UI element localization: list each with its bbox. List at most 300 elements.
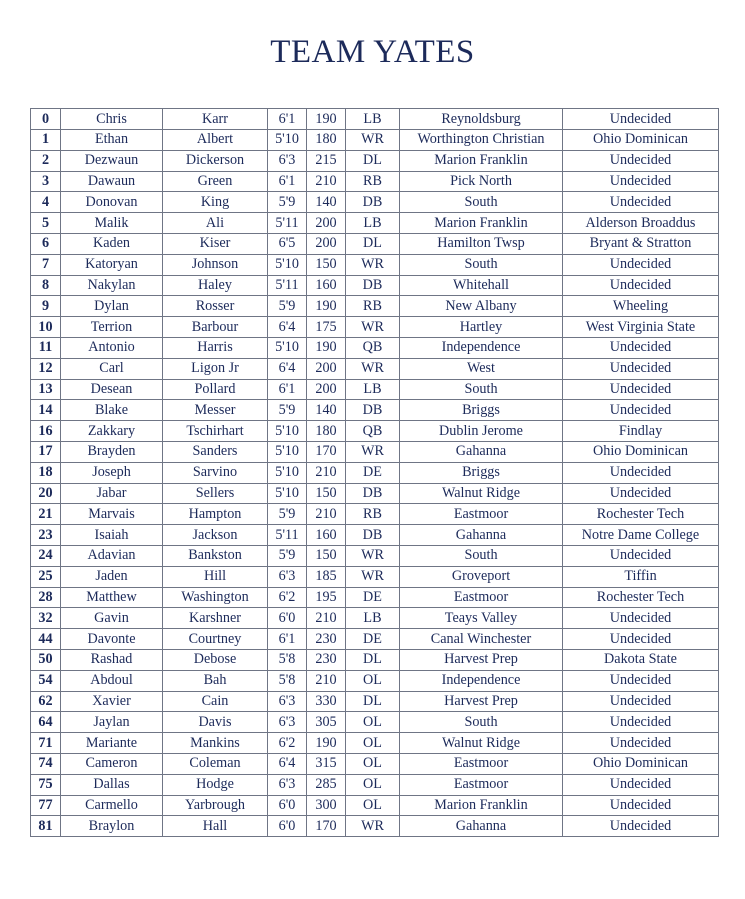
college-commitment: Undecided — [563, 358, 719, 379]
high-school: Marion Franklin — [400, 795, 563, 816]
table-row — [31, 400, 719, 421]
college-commitment: Alderson Broaddus — [563, 213, 719, 234]
first-name: Dezwaun — [61, 150, 163, 171]
player-number: 81 — [31, 816, 61, 837]
high-school: Gahanna — [400, 525, 563, 546]
high-school: Worthington Christian — [400, 130, 563, 151]
player-number: 12 — [31, 358, 61, 379]
player-position: OL — [346, 670, 400, 691]
college-commitment: Undecided — [563, 483, 719, 504]
last-name: Tschirhart — [163, 421, 268, 442]
last-name: Yarbrough — [163, 795, 268, 816]
table-row — [31, 254, 719, 275]
last-name: Messer — [163, 400, 268, 421]
player-height: 6'3 — [268, 691, 307, 712]
table-row — [31, 358, 719, 379]
player-position: DL — [346, 649, 400, 670]
player-position: DB — [346, 192, 400, 213]
last-name: Karshner — [163, 608, 268, 629]
player-height: 5'11 — [268, 213, 307, 234]
high-school: Eastmoor — [400, 504, 563, 525]
table-row — [31, 629, 719, 650]
player-weight: 190 — [307, 733, 346, 754]
player-height: 6'4 — [268, 358, 307, 379]
player-position: WR — [346, 816, 400, 837]
college-commitment: Undecided — [563, 733, 719, 754]
player-height: 5'10 — [268, 130, 307, 151]
player-height: 6'0 — [268, 795, 307, 816]
player-height: 6'1 — [268, 379, 307, 400]
player-weight: 315 — [307, 753, 346, 774]
player-position: DE — [346, 587, 400, 608]
last-name: Sanders — [163, 441, 268, 462]
table-row — [31, 213, 719, 234]
table-row — [31, 545, 719, 566]
first-name: Carmello — [61, 795, 163, 816]
player-number: 44 — [31, 629, 61, 650]
player-position: LB — [346, 379, 400, 400]
table-row — [31, 649, 719, 670]
college-commitment: Findlay — [563, 421, 719, 442]
player-weight: 210 — [307, 670, 346, 691]
high-school: Eastmoor — [400, 774, 563, 795]
player-position: DL — [346, 150, 400, 171]
player-position: OL — [346, 733, 400, 754]
player-height: 6'4 — [268, 753, 307, 774]
player-number: 4 — [31, 192, 61, 213]
player-weight: 210 — [307, 504, 346, 525]
player-weight: 210 — [307, 171, 346, 192]
first-name: Jabar — [61, 483, 163, 504]
player-weight: 200 — [307, 233, 346, 254]
player-weight: 170 — [307, 441, 346, 462]
first-name: Malik — [61, 213, 163, 234]
page-title: TEAM YATES — [270, 34, 475, 70]
player-number: 74 — [31, 753, 61, 774]
table-row — [31, 483, 719, 504]
player-position: DE — [346, 462, 400, 483]
first-name: Rashad — [61, 649, 163, 670]
college-commitment: Bryant & Stratton — [563, 233, 719, 254]
high-school: Harvest Prep — [400, 691, 563, 712]
last-name: Johnson — [163, 254, 268, 275]
player-weight: 185 — [307, 566, 346, 587]
player-position: WR — [346, 130, 400, 151]
player-number: 1 — [31, 130, 61, 151]
player-height: 6'0 — [268, 608, 307, 629]
high-school: Independence — [400, 670, 563, 691]
player-weight: 215 — [307, 150, 346, 171]
high-school: Eastmoor — [400, 753, 563, 774]
college-commitment: Undecided — [563, 774, 719, 795]
table-row — [31, 733, 719, 754]
first-name: Antonio — [61, 337, 163, 358]
player-position: OL — [346, 712, 400, 733]
high-school: Independence — [400, 337, 563, 358]
college-commitment: Wheeling — [563, 296, 719, 317]
college-commitment: Tiffin — [563, 566, 719, 587]
player-weight: 190 — [307, 296, 346, 317]
college-commitment: Undecided — [563, 275, 719, 296]
first-name: Donovan — [61, 192, 163, 213]
roster-body — [31, 109, 719, 837]
player-height: 5'9 — [268, 296, 307, 317]
college-commitment: Ohio Dominican — [563, 441, 719, 462]
college-commitment: Undecided — [563, 462, 719, 483]
player-position: RB — [346, 504, 400, 525]
player-height: 6'3 — [268, 712, 307, 733]
player-number: 62 — [31, 691, 61, 712]
high-school: South — [400, 192, 563, 213]
first-name: Desean — [61, 379, 163, 400]
last-name: Washington — [163, 587, 268, 608]
player-weight: 180 — [307, 130, 346, 151]
player-number: 71 — [31, 733, 61, 754]
player-position: QB — [346, 337, 400, 358]
last-name: Hodge — [163, 774, 268, 795]
table-row — [31, 275, 719, 296]
player-number: 20 — [31, 483, 61, 504]
college-commitment: Undecided — [563, 691, 719, 712]
player-position: DB — [346, 525, 400, 546]
first-name: Abdoul — [61, 670, 163, 691]
table-row — [31, 379, 719, 400]
first-name: Carl — [61, 358, 163, 379]
last-name: Hampton — [163, 504, 268, 525]
last-name: Coleman — [163, 753, 268, 774]
player-height: 5'10 — [268, 421, 307, 442]
player-number: 11 — [31, 337, 61, 358]
first-name: Braylon — [61, 816, 163, 837]
player-height: 5'11 — [268, 275, 307, 296]
high-school: Harvest Prep — [400, 649, 563, 670]
player-position: WR — [346, 358, 400, 379]
player-height: 5'11 — [268, 525, 307, 546]
college-commitment: Notre Dame College — [563, 525, 719, 546]
high-school: Pick North — [400, 171, 563, 192]
last-name: Rosser — [163, 296, 268, 317]
player-position: LB — [346, 213, 400, 234]
last-name: Green — [163, 171, 268, 192]
player-position: DL — [346, 691, 400, 712]
last-name: Sarvino — [163, 462, 268, 483]
last-name: Sellers — [163, 483, 268, 504]
first-name: Katoryan — [61, 254, 163, 275]
player-weight: 150 — [307, 254, 346, 275]
last-name: Ligon Jr — [163, 358, 268, 379]
player-number: 23 — [31, 525, 61, 546]
last-name: Ali — [163, 213, 268, 234]
last-name: Barbour — [163, 317, 268, 338]
college-commitment: Undecided — [563, 109, 719, 130]
first-name: Gavin — [61, 608, 163, 629]
high-school: Walnut Ridge — [400, 483, 563, 504]
first-name: Dawaun — [61, 171, 163, 192]
player-number: 17 — [31, 441, 61, 462]
player-position: RB — [346, 296, 400, 317]
player-number: 24 — [31, 545, 61, 566]
player-position: WR — [346, 566, 400, 587]
player-number: 14 — [31, 400, 61, 421]
last-name: Pollard — [163, 379, 268, 400]
college-commitment: Undecided — [563, 712, 719, 733]
last-name: Albert — [163, 130, 268, 151]
table-row — [31, 504, 719, 525]
table-row — [31, 691, 719, 712]
college-commitment: Ohio Dominican — [563, 753, 719, 774]
player-height: 5'10 — [268, 254, 307, 275]
last-name: Haley — [163, 275, 268, 296]
first-name: Brayden — [61, 441, 163, 462]
player-height: 5'9 — [268, 400, 307, 421]
table-row — [31, 670, 719, 691]
table-row — [31, 712, 719, 733]
player-height: 5'10 — [268, 483, 307, 504]
table-row — [31, 317, 719, 338]
player-weight: 180 — [307, 421, 346, 442]
college-commitment: Undecided — [563, 670, 719, 691]
high-school: Canal Winchester — [400, 629, 563, 650]
player-weight: 230 — [307, 649, 346, 670]
last-name: Harris — [163, 337, 268, 358]
table-row — [31, 566, 719, 587]
player-weight: 210 — [307, 608, 346, 629]
college-commitment: West Virginia State — [563, 317, 719, 338]
table-row — [31, 171, 719, 192]
player-position: DB — [346, 275, 400, 296]
player-position: LB — [346, 608, 400, 629]
player-height: 6'5 — [268, 233, 307, 254]
player-number: 21 — [31, 504, 61, 525]
college-commitment: Undecided — [563, 337, 719, 358]
player-number: 0 — [31, 109, 61, 130]
player-height: 5'9 — [268, 504, 307, 525]
player-number: 77 — [31, 795, 61, 816]
first-name: Marvais — [61, 504, 163, 525]
first-name: Kaden — [61, 233, 163, 254]
player-position: QB — [346, 421, 400, 442]
table-row — [31, 587, 719, 608]
player-height: 6'3 — [268, 566, 307, 587]
player-weight: 140 — [307, 400, 346, 421]
first-name: Isaiah — [61, 525, 163, 546]
player-number: 3 — [31, 171, 61, 192]
player-weight: 305 — [307, 712, 346, 733]
table-row — [31, 816, 719, 837]
high-school: Reynoldsburg — [400, 109, 563, 130]
college-commitment: Rochester Tech — [563, 504, 719, 525]
first-name: Blake — [61, 400, 163, 421]
player-weight: 230 — [307, 629, 346, 650]
player-position: OL — [346, 774, 400, 795]
college-commitment: Undecided — [563, 816, 719, 837]
high-school: New Albany — [400, 296, 563, 317]
first-name: Dylan — [61, 296, 163, 317]
last-name: Davis — [163, 712, 268, 733]
player-number: 18 — [31, 462, 61, 483]
table-row — [31, 150, 719, 171]
high-school: South — [400, 712, 563, 733]
player-weight: 190 — [307, 337, 346, 358]
high-school: Hamilton Twsp — [400, 233, 563, 254]
high-school: Eastmoor — [400, 587, 563, 608]
player-position: LB — [346, 109, 400, 130]
player-number: 54 — [31, 670, 61, 691]
player-weight: 330 — [307, 691, 346, 712]
player-number: 32 — [31, 608, 61, 629]
player-height: 5'9 — [268, 192, 307, 213]
table-row — [31, 130, 719, 151]
player-position: DL — [346, 233, 400, 254]
first-name: Chris — [61, 109, 163, 130]
player-weight: 140 — [307, 192, 346, 213]
table-row — [31, 608, 719, 629]
player-position: WR — [346, 254, 400, 275]
player-height: 6'3 — [268, 150, 307, 171]
last-name: Bankston — [163, 545, 268, 566]
table-row — [31, 192, 719, 213]
player-number: 50 — [31, 649, 61, 670]
last-name: Hill — [163, 566, 268, 587]
player-number: 10 — [31, 317, 61, 338]
player-weight: 200 — [307, 358, 346, 379]
high-school: West — [400, 358, 563, 379]
high-school: Gahanna — [400, 441, 563, 462]
table-row — [31, 296, 719, 317]
table-row — [31, 774, 719, 795]
table-row — [31, 233, 719, 254]
last-name: Cain — [163, 691, 268, 712]
player-weight: 170 — [307, 816, 346, 837]
player-height: 6'0 — [268, 816, 307, 837]
player-height: 6'4 — [268, 317, 307, 338]
college-commitment: Undecided — [563, 629, 719, 650]
player-number: 75 — [31, 774, 61, 795]
last-name: Bah — [163, 670, 268, 691]
player-height: 6'2 — [268, 587, 307, 608]
college-commitment: Undecided — [563, 795, 719, 816]
player-position: RB — [346, 171, 400, 192]
player-number: 6 — [31, 233, 61, 254]
high-school: Briggs — [400, 400, 563, 421]
college-commitment: Undecided — [563, 379, 719, 400]
first-name: Ethan — [61, 130, 163, 151]
last-name: Jackson — [163, 525, 268, 546]
player-weight: 200 — [307, 379, 346, 400]
last-name: Dickerson — [163, 150, 268, 171]
college-commitment: Dakota State — [563, 649, 719, 670]
high-school: Dublin Jerome — [400, 421, 563, 442]
first-name: Zakkary — [61, 421, 163, 442]
player-position: OL — [346, 795, 400, 816]
high-school: Hartley — [400, 317, 563, 338]
player-height: 6'1 — [268, 171, 307, 192]
first-name: Joseph — [61, 462, 163, 483]
player-number: 16 — [31, 421, 61, 442]
first-name: Xavier — [61, 691, 163, 712]
first-name: Jaylan — [61, 712, 163, 733]
first-name: Nakylan — [61, 275, 163, 296]
college-commitment: Undecided — [563, 608, 719, 629]
player-position: DB — [346, 400, 400, 421]
college-commitment: Undecided — [563, 171, 719, 192]
college-commitment: Undecided — [563, 254, 719, 275]
player-weight: 160 — [307, 275, 346, 296]
table-row — [31, 421, 719, 442]
first-name: Adavian — [61, 545, 163, 566]
college-commitment: Ohio Dominican — [563, 130, 719, 151]
high-school: Marion Franklin — [400, 213, 563, 234]
player-number: 13 — [31, 379, 61, 400]
player-position: OL — [346, 753, 400, 774]
table-row — [31, 795, 719, 816]
player-height: 6'2 — [268, 733, 307, 754]
player-weight: 150 — [307, 545, 346, 566]
player-weight: 175 — [307, 317, 346, 338]
high-school: Marion Franklin — [400, 150, 563, 171]
player-number: 2 — [31, 150, 61, 171]
player-weight: 195 — [307, 587, 346, 608]
table-row — [31, 441, 719, 462]
first-name: Cameron — [61, 753, 163, 774]
player-number: 25 — [31, 566, 61, 587]
player-number: 9 — [31, 296, 61, 317]
table-row — [31, 462, 719, 483]
player-height: 6'3 — [268, 774, 307, 795]
first-name: Jaden — [61, 566, 163, 587]
college-commitment: Undecided — [563, 545, 719, 566]
player-height: 5'10 — [268, 462, 307, 483]
player-number: 64 — [31, 712, 61, 733]
player-weight: 160 — [307, 525, 346, 546]
first-name: Matthew — [61, 587, 163, 608]
table-row — [31, 525, 719, 546]
college-commitment: Undecided — [563, 400, 719, 421]
player-number: 5 — [31, 213, 61, 234]
last-name: Mankins — [163, 733, 268, 754]
player-height: 6'1 — [268, 109, 307, 130]
college-commitment: Rochester Tech — [563, 587, 719, 608]
player-position: WR — [346, 545, 400, 566]
high-school: South — [400, 379, 563, 400]
first-name: Mariante — [61, 733, 163, 754]
roster-table — [30, 108, 719, 837]
first-name: Terrion — [61, 317, 163, 338]
player-position: WR — [346, 441, 400, 462]
high-school: Briggs — [400, 462, 563, 483]
high-school: Walnut Ridge — [400, 733, 563, 754]
high-school: Gahanna — [400, 816, 563, 837]
player-height: 6'1 — [268, 629, 307, 650]
high-school: South — [400, 254, 563, 275]
first-name: Davonte — [61, 629, 163, 650]
high-school: Whitehall — [400, 275, 563, 296]
player-weight: 190 — [307, 109, 346, 130]
last-name: Courtney — [163, 629, 268, 650]
last-name: Kiser — [163, 233, 268, 254]
last-name: Hall — [163, 816, 268, 837]
player-weight: 285 — [307, 774, 346, 795]
player-weight: 200 — [307, 213, 346, 234]
last-name: King — [163, 192, 268, 213]
player-height: 5'10 — [268, 441, 307, 462]
college-commitment: Undecided — [563, 192, 719, 213]
first-name: Dallas — [61, 774, 163, 795]
table-row — [31, 337, 719, 358]
player-height: 5'10 — [268, 337, 307, 358]
last-name: Debose — [163, 649, 268, 670]
player-weight: 150 — [307, 483, 346, 504]
